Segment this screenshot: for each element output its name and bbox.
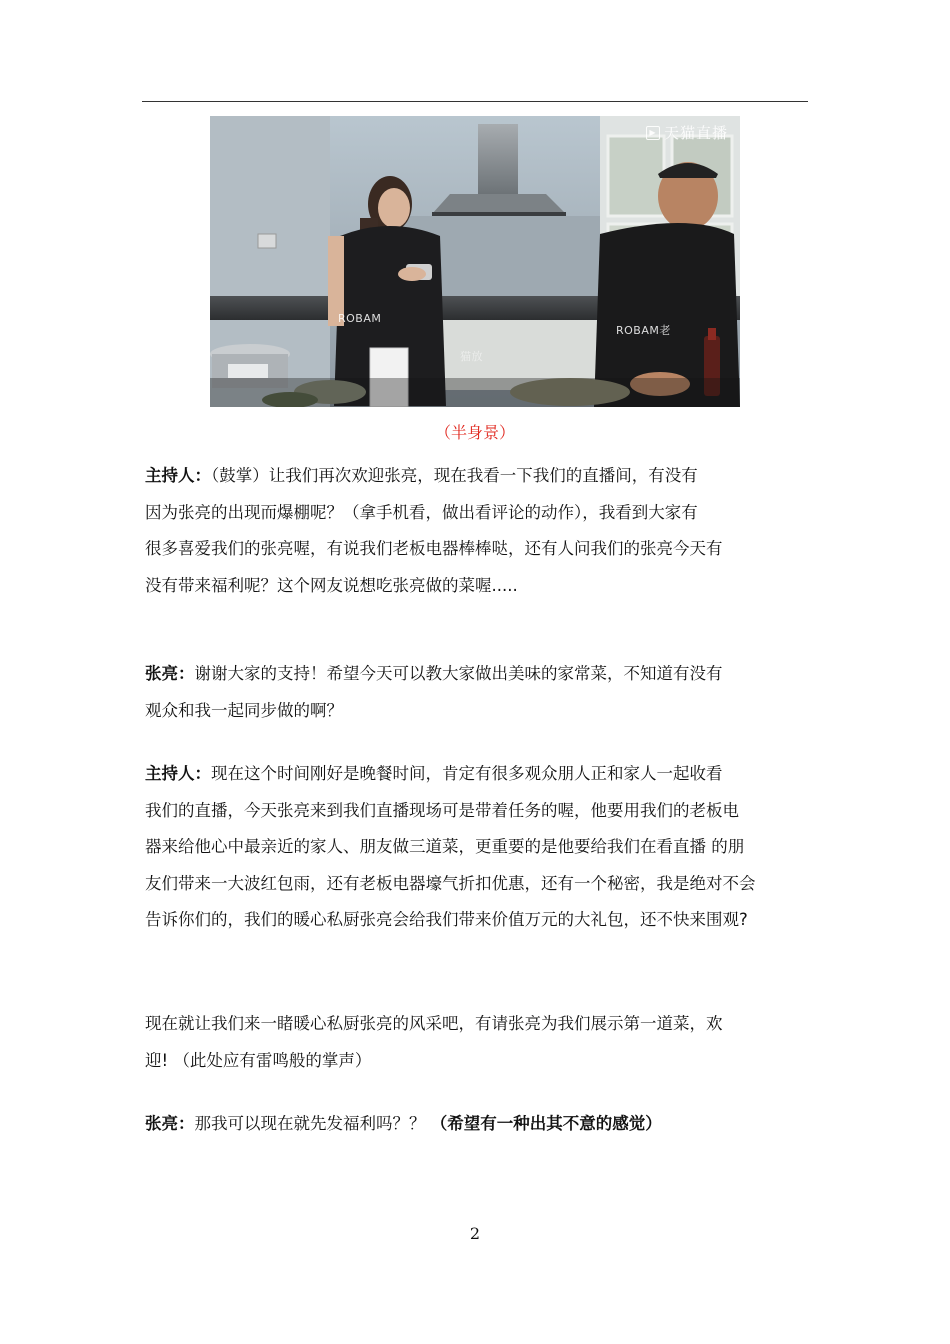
- dialogue-block-2: [145, 656, 815, 729]
- dialogue-paragraph: [145, 1106, 815, 1143]
- dialogue-block-3: [145, 756, 815, 939]
- dialogue-line: 那我可以现在就先发福利吗？？: [194, 1114, 431, 1133]
- dialogue-paragraph: [145, 656, 815, 729]
- dialogue-line: 观众和我一起同步做的啊？: [145, 700, 343, 720]
- dialogue-line: 谢谢大家的支持！希望今天可以教大家做出美味的家常菜，不知道有没有: [194, 664, 723, 683]
- dialogue-line: （鼓掌）让我们再次欢迎张亮，现在我看一下我们的直播间，有没有: [211, 466, 698, 485]
- dialogue-line: 我们的直播，今天张亮来到我们直播现场可是带着任务的喔，他要用我们的老板电: [145, 800, 739, 820]
- watermark-text: 天猫直播: [663, 124, 728, 142]
- dialogue-line: 器来给他心中最亲近的家人、朋友做三道菜，更重要的是他要给我们在看直播 的朋: [145, 837, 745, 856]
- apron-brand-left: ROBAM: [338, 312, 382, 325]
- dialogue-line: 没有带来福利呢？这个网友说想吃张亮做的菜喔.....: [145, 575, 518, 595]
- apron-brand-right: ROBAM老: [616, 324, 671, 337]
- dialogue-line: 告诉你们的，我们的暖心私厨张亮会给我们带来价值万元的大礼包，还不快来围观?: [145, 910, 748, 929]
- dialogue-block-4: [145, 1006, 815, 1079]
- speaker-label: 主持人：: [145, 764, 211, 783]
- page-number: 2: [469, 1224, 481, 1243]
- dialogue-line: 迎! （此处应有雷鸣般的掌声）: [145, 1050, 372, 1070]
- stage-direction: （希望有一种出其不意的感觉）: [430, 1114, 662, 1133]
- photo-caption: （半身景）: [434, 423, 515, 442]
- dialogue-line: 友们带来一大波红包雨，还有老板电器壕气折扣优惠，还有一个秘密，我是绝对不会: [145, 873, 756, 893]
- dialogue-paragraph: [145, 458, 815, 604]
- livestream-photo: [210, 116, 740, 407]
- dialogue-line: 现在这个时间刚好是晚餐时间，肯定有很多观众朋人正和家人一起收看: [211, 764, 723, 783]
- speaker-label: 张亮：: [145, 1114, 195, 1133]
- speaker-label: 主持人：: [145, 466, 211, 485]
- dialogue-paragraph: [145, 756, 815, 939]
- dialogue-line: 很多喜爱我们的张亮喔，有说我们老板电器棒棒哒，还有人问我们的张亮今天有: [145, 539, 723, 558]
- tmall-live-watermark: [646, 122, 728, 143]
- dialogue-line: 因为张亮的出现而爆棚呢？（拿手机看，做出看评论的动作），我看到大家有: [145, 502, 698, 522]
- counter-watermark: 猫放: [460, 350, 483, 363]
- speaker-label: 张亮：: [145, 664, 195, 683]
- header-rule: [142, 101, 808, 102]
- dialogue-paragraph: [145, 1006, 815, 1079]
- dialogue-line: 现在就让我们来一睹暖心私厨张亮的风采吧，有请张亮为我们展示第一道菜，欢: [145, 1014, 723, 1033]
- tmall-logo-icon: ▶: [646, 126, 660, 140]
- dialogue-block-5: [145, 1106, 815, 1143]
- dialogue-block-1: [145, 458, 815, 604]
